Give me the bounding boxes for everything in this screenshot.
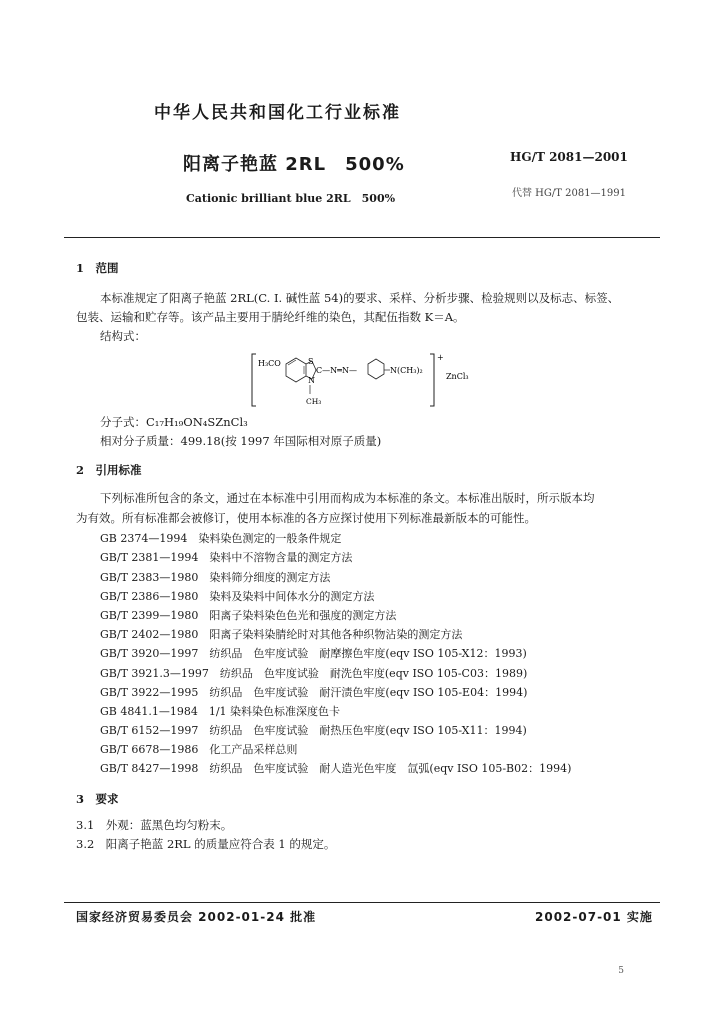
footer-rule — [64, 902, 660, 903]
approval-date: 国家经济贸易委员会 2002-01-24 批准 — [76, 910, 317, 924]
reference-item: GB/T 2402—1980 阳离子染料染腈纶时对其他各种织物沾染的测定方法 — [100, 628, 463, 641]
dimethylamino-group: N(CH₃)₂ — [390, 366, 423, 375]
page-number: 5 — [618, 966, 624, 976]
section1-heading: 1 范围 — [76, 261, 119, 275]
standard-org: 中华人民共和国化工行业标准 — [154, 103, 401, 123]
azo-linkage: C—N═N— — [316, 366, 357, 375]
section3-heading: 3 要求 — [76, 792, 119, 806]
methyl-group: CH₃ — [306, 397, 322, 406]
section2-heading: 2 引用标准 — [76, 463, 142, 477]
reference-item: GB/T 8427—1998 纺织品 色牢度试验 耐人造光色牢度 氙弧(eqv ISO 105-B02：1994) — [100, 762, 572, 775]
sulfur-atom: S — [308, 357, 314, 366]
reference-item: GB 4841.1—1984 1/1 染料染色标准深度色卡 — [100, 705, 341, 718]
molecular-mass: 相对分子质量：499.18(按 1997 年国际相对原子质量) — [100, 434, 382, 448]
methoxy-group: H₃CO — [258, 359, 281, 368]
section2-para1: 下列标准所包含的条文，通过在本标准中引用而构成为本标准的条文。本标准出版时，所示版本均 — [100, 491, 595, 505]
section1-para2: 包装、运输和贮存等。该产品主要用于腈纶纤维的染色，其配伍指数 K＝A。 — [76, 310, 465, 324]
reference-item: GB/T 2386—1980 染料及染料中间体水分的测定方法 — [100, 590, 375, 603]
charge-sign: + — [437, 353, 444, 362]
nitrogen-atom: N — [308, 376, 315, 385]
header-rule — [64, 237, 660, 238]
reference-item: GB/T 3920—1997 纺织品 色牢度试验 耐摩擦色牢度(eqv ISO 105-X12：1993) — [100, 647, 527, 660]
structure-label: 结构式： — [100, 329, 146, 343]
reference-item: GB/T 2383—1980 染料筛分细度的测定方法 — [100, 571, 331, 584]
replaces-note: 代替 HG/T 2081—1991 — [512, 188, 627, 199]
reference-item: GB/T 2381—1994 染料中不溶物含量的测定方法 — [100, 551, 353, 564]
counter-ion: ZnCl₃ — [446, 372, 469, 381]
structural-formula — [250, 352, 490, 408]
section3-item2: 3.2 阳离子艳蓝 2RL 的质量应符合表 1 的规定。 — [76, 837, 336, 851]
reference-item: GB/T 2399—1980 阳离子染料染色色光和强度的测定方法 — [100, 609, 397, 622]
section2-para2: 为有效。所有标准都会被修订，使用本标准的各方应探讨使用下列标准最新版本的可能性。 — [76, 511, 536, 525]
section3-item1: 3.1 外观：蓝黑色均匀粉末。 — [76, 818, 233, 832]
title-cn: 阳离子艳蓝 2RL 500% — [183, 154, 405, 175]
title-en: Cationic brilliant blue 2RL 500% — [186, 192, 396, 205]
section1-para1: 本标准规定了阳离子艳蓝 2RL(C. I. 碱性蓝 54)的要求、采样、分析步骤、检验规则以及标志、标签、 — [100, 291, 620, 305]
reference-item: GB/T 6678—1986 化工产品采样总则 — [100, 743, 298, 756]
effective-date: 2002-07-01 实施 — [535, 910, 653, 924]
reference-item: GB 2374—1994 染料染色测定的一般条件规定 — [100, 532, 342, 545]
reference-item: GB/T 3921.3—1997 纺织品 色牢度试验 耐洗色牢度(eqv ISO 105-C03：1989) — [100, 667, 528, 680]
standard-code: HG/T 2081—2001 — [510, 150, 628, 164]
reference-item: GB/T 3922—1995 纺织品 色牢度试验 耐汗渍色牢度(eqv ISO 105-E04：1994) — [100, 686, 528, 699]
reference-item: GB/T 6152—1997 纺织品 色牢度试验 耐热压色牢度(eqv ISO 105-X11：1994) — [100, 724, 527, 737]
molecular-formula: 分子式：C₁₇H₁₉ON₄SZnCl₃ — [100, 415, 248, 429]
